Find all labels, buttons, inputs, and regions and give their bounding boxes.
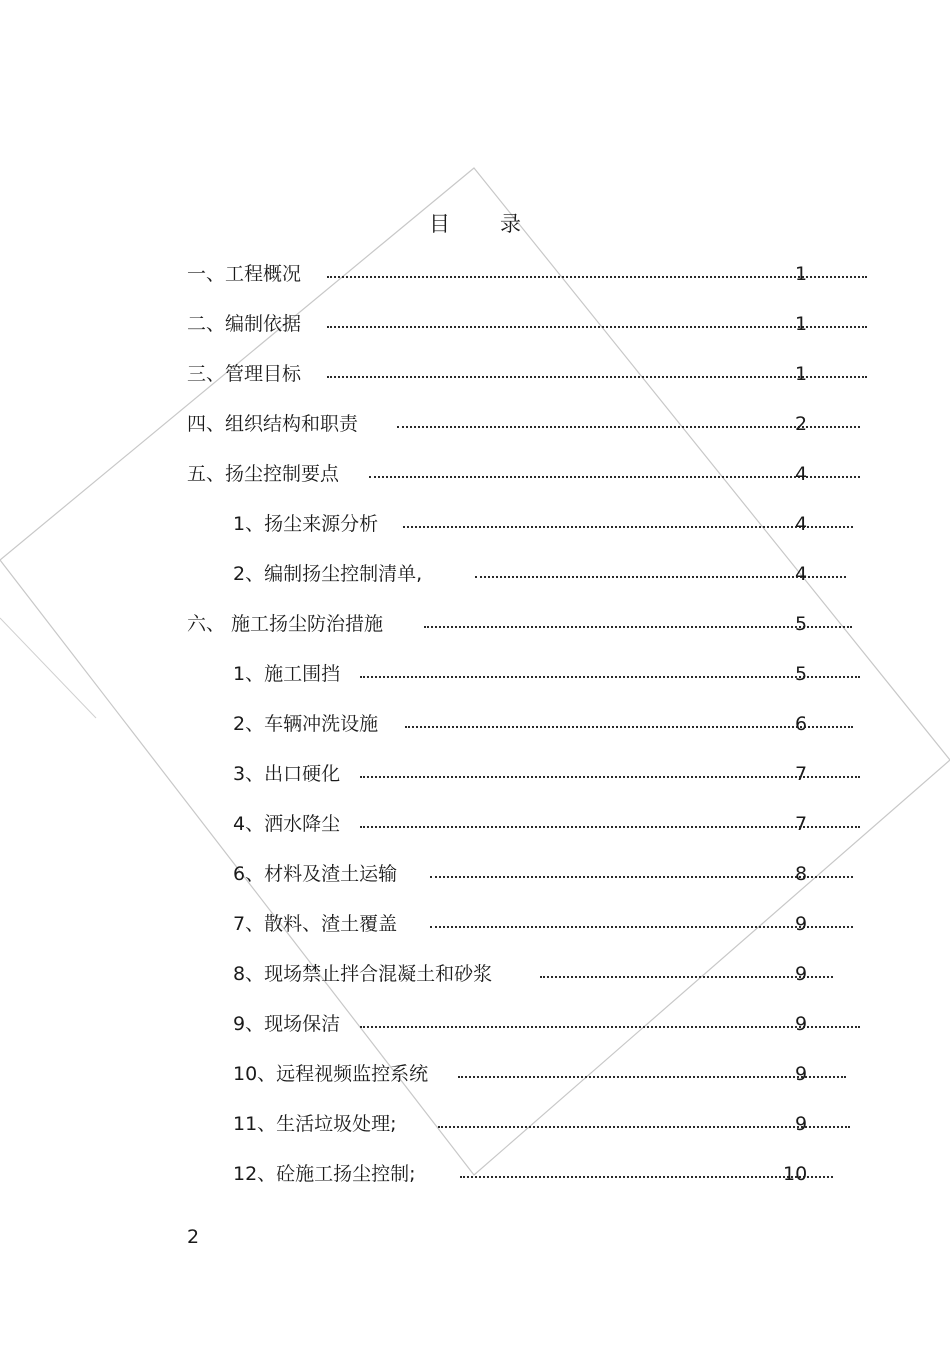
toc-entry-page: 6 bbox=[795, 713, 808, 735]
toc-entry[interactable] bbox=[233, 810, 860, 838]
toc-title bbox=[0, 208, 950, 238]
toc-leader-dots bbox=[360, 773, 860, 778]
toc-entry[interactable] bbox=[187, 460, 860, 488]
toc-leader-dots bbox=[458, 1073, 846, 1078]
toc-entry-page: 10 bbox=[783, 1163, 808, 1185]
toc-entry-page: 9 bbox=[795, 1063, 808, 1085]
toc-entry[interactable] bbox=[187, 360, 867, 388]
toc-leader-dots bbox=[430, 873, 853, 878]
toc-entry[interactable] bbox=[187, 260, 867, 288]
toc-entry-label: 7、散料、渣土覆盖 bbox=[233, 913, 398, 935]
toc-entry[interactable] bbox=[233, 960, 833, 988]
toc-entry-page: 9 bbox=[795, 1013, 808, 1035]
toc-entry-page: 8 bbox=[795, 863, 808, 885]
toc-entry[interactable] bbox=[233, 1010, 860, 1038]
toc-entry[interactable] bbox=[233, 1110, 850, 1138]
toc-entry-label: 六、 施工扬尘防治措施 bbox=[187, 613, 384, 635]
page-number: 2 bbox=[187, 1226, 200, 1248]
toc-entry-page: 7 bbox=[795, 763, 808, 785]
toc-entry-label: 五、扬尘控制要点 bbox=[187, 463, 340, 485]
toc-leader-dots bbox=[403, 523, 853, 528]
toc-entry-page: 7 bbox=[795, 813, 808, 835]
toc-entry-label: 二、编制依据 bbox=[187, 313, 302, 335]
toc-leader-dots bbox=[397, 423, 860, 428]
toc-entry-label: 12、砼施工扬尘控制; bbox=[233, 1163, 416, 1185]
toc-entry-page: 5 bbox=[795, 613, 808, 635]
toc-entry[interactable] bbox=[187, 410, 860, 438]
toc-leader-dots bbox=[438, 1123, 850, 1128]
toc-entry-label: 3、出口硬化 bbox=[233, 763, 341, 785]
toc-entry[interactable] bbox=[233, 910, 853, 938]
toc-leader-dots bbox=[327, 273, 867, 278]
toc-entry[interactable] bbox=[233, 660, 860, 688]
toc-entry-label: 9、现场保洁 bbox=[233, 1013, 341, 1035]
toc-entry-page: 5 bbox=[795, 663, 808, 685]
toc-entry[interactable] bbox=[187, 310, 867, 338]
toc-entry-label: 四、组织结构和职责 bbox=[187, 413, 359, 435]
toc-entry-page: 2 bbox=[795, 413, 808, 435]
toc-leader-dots bbox=[430, 923, 853, 928]
toc-entry-label: 1、扬尘来源分析 bbox=[233, 513, 379, 535]
toc-entry-page: 1 bbox=[795, 313, 808, 335]
toc-entry-label: 2、编制扬尘控制清单, bbox=[233, 563, 423, 585]
toc-entry[interactable] bbox=[233, 510, 853, 538]
toc-entry[interactable] bbox=[233, 710, 853, 738]
toc-entry-page: 4 bbox=[795, 463, 808, 485]
toc-entry-label: 2、车辆冲洗设施 bbox=[233, 713, 379, 735]
toc-title-left: 目 bbox=[429, 212, 450, 236]
toc-leader-dots bbox=[327, 373, 867, 378]
toc-entry-label: 4、洒水降尘 bbox=[233, 813, 341, 835]
toc-entry-page: 1 bbox=[795, 263, 808, 285]
toc-entry-page: 4 bbox=[795, 563, 808, 585]
toc-leader-dots bbox=[327, 323, 867, 328]
toc-entry-page: 9 bbox=[795, 963, 808, 985]
toc-leader-dots bbox=[460, 1173, 833, 1178]
toc-entry-page: 9 bbox=[795, 1113, 808, 1135]
toc-entry[interactable] bbox=[233, 760, 860, 788]
toc-leader-dots bbox=[360, 673, 860, 678]
toc-entry-label: 一、工程概况 bbox=[187, 263, 302, 285]
toc-leader-dots bbox=[475, 573, 846, 578]
toc-entry-label: 6、材料及渣土运输 bbox=[233, 863, 398, 885]
toc-entry[interactable] bbox=[233, 560, 846, 588]
toc-entry-label: 8、现场禁止拌合混凝土和砂浆 bbox=[233, 963, 493, 985]
toc-leader-dots bbox=[360, 1023, 860, 1028]
toc-leader-dots bbox=[540, 973, 833, 978]
toc-title-right: 录 bbox=[500, 212, 521, 236]
toc-leader-dots bbox=[360, 823, 860, 828]
toc-entry-label: 三、管理目标 bbox=[187, 363, 302, 385]
toc-leader-dots bbox=[405, 723, 853, 728]
toc-leader-dots bbox=[369, 473, 860, 478]
toc-leader-dots bbox=[424, 623, 852, 628]
toc-entry-label: 10、远程视频监控系统 bbox=[233, 1063, 429, 1085]
toc-entry-label: 11、生活垃圾处理; bbox=[233, 1113, 397, 1135]
toc-entry[interactable] bbox=[233, 860, 853, 888]
toc-entry-page: 1 bbox=[795, 363, 808, 385]
toc-entry-label: 1、施工围挡 bbox=[233, 663, 341, 685]
toc-entry-page: 9 bbox=[795, 913, 808, 935]
toc-entry[interactable] bbox=[233, 1160, 833, 1188]
toc-entry-page: 4 bbox=[795, 513, 808, 535]
toc-entry[interactable] bbox=[233, 1060, 846, 1088]
toc-entry[interactable] bbox=[187, 610, 852, 638]
